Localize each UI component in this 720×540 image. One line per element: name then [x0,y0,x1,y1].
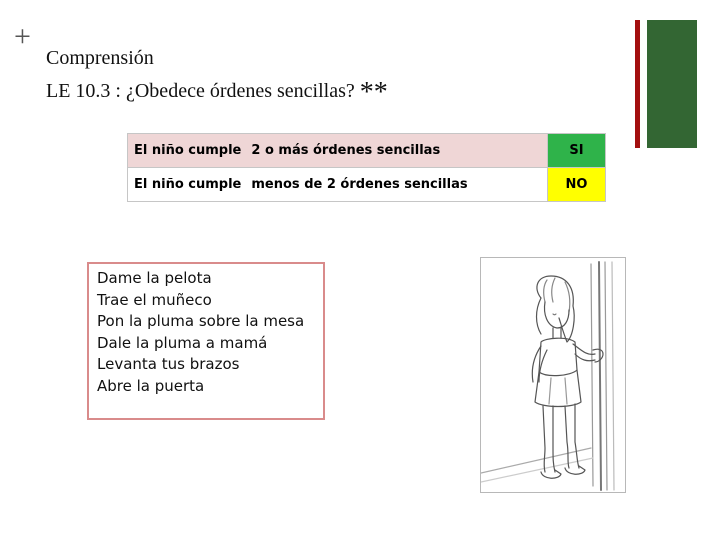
child-at-door-sketch-icon [481,258,625,492]
slide-subtitle [46,78,388,106]
list-item: Abre la puerta [97,376,205,395]
list-item: Dale la pluma a mamá [97,333,268,352]
result-badge-no: NO [548,168,606,202]
criteria-row-no [128,168,606,202]
orders-list [87,262,325,420]
result-badge-yes: SI [548,134,606,168]
subtitle-mark: ** [359,77,388,108]
criteria-row-yes [128,134,606,168]
list-item: Dame la pelota [97,269,212,287]
criteria-table [127,133,606,202]
accent-bar-green [647,20,697,148]
list-item: Trae el muñeco [97,290,212,309]
list-item: Pon la pluma sobre la mesa [97,312,305,331]
criteria-label [128,134,548,168]
criteria-subject: El niño cumple [134,177,242,192]
criteria-label [128,168,548,202]
subtitle-text: LE 10.3 : ¿Obedece órdenes sencillas? [46,80,355,102]
accent-bar-red [635,20,640,148]
plus-icon: + [14,20,31,53]
list-item: Levanta tus brazos [97,355,240,374]
child-at-door-illustration [480,257,626,493]
criteria-subject: El niño cumple [134,143,242,158]
criteria-condition: 2 o más órdenes sencillas [251,143,441,158]
criteria-condition: menos de 2 órdenes sencillas [251,177,468,192]
slide-title: Comprensión [46,47,154,69]
